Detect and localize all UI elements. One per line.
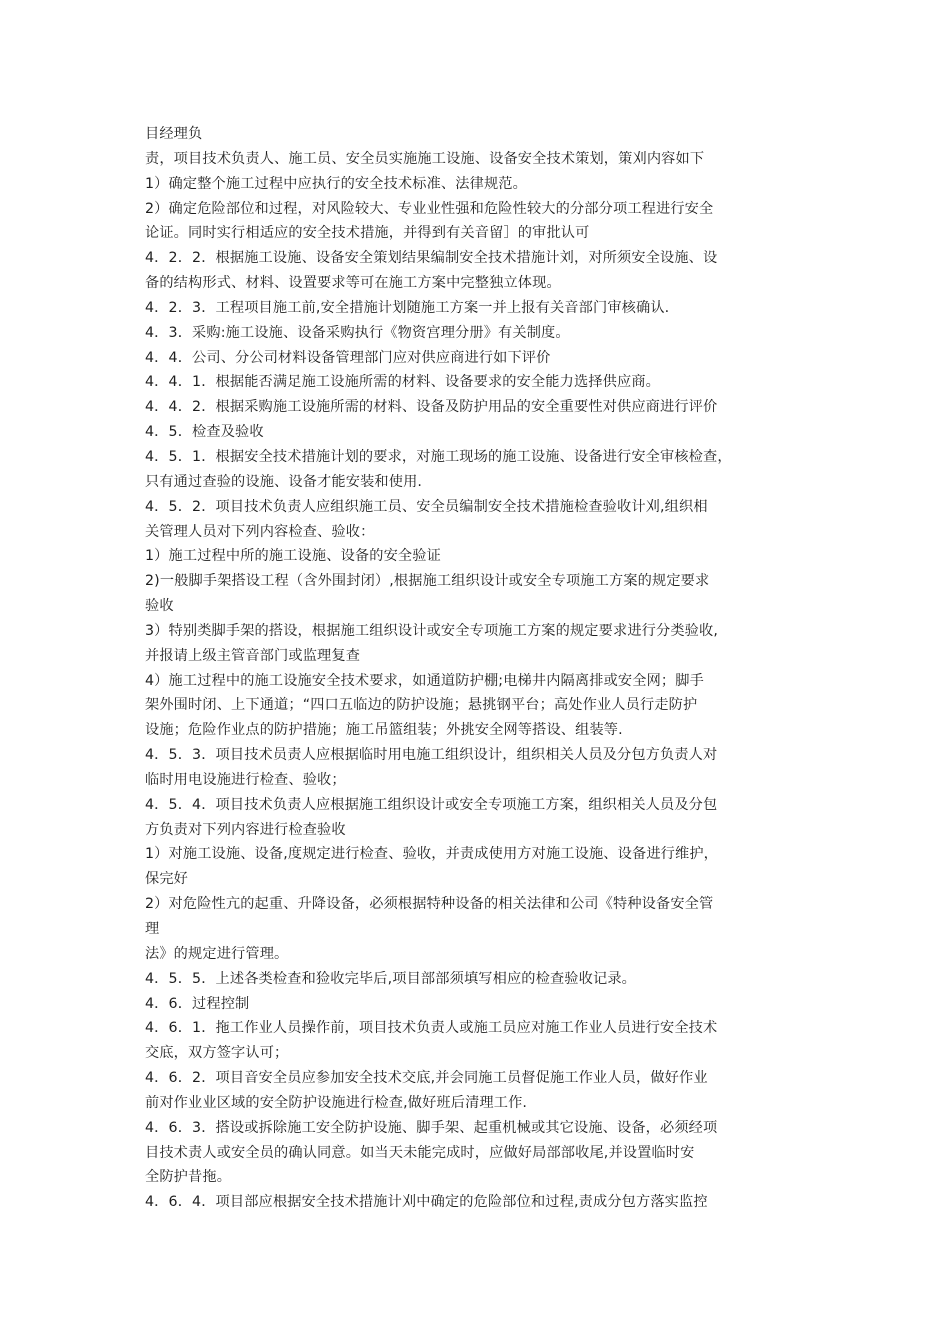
text-line: 1）确定整个施工过程中应执行的安全技术标准、法律规范。: [145, 175, 527, 192]
text-line: 4．5．3．项目技术员责人应根据临时用电施工组织设计，组织相关人员及分包方负责人对: [145, 747, 718, 764]
text-line: 保完好: [145, 871, 189, 888]
text-line: 验收: [145, 598, 174, 615]
text-line: 4．4．2．根据采购施工设施所需的材料、设备及防护用品的安全重要性对供应商进行评价: [145, 399, 718, 416]
text-line: 4．2．3．工程项目施工前,安全措施计划随施工方案一并上报有关音部门审核确认.: [145, 299, 670, 316]
text-line: 4．6．1．拖工作业人员操作前，项目技术负责人或施工员应对施工作业人员进行安全技术: [145, 1020, 718, 1037]
text-line: 4．5．4．项目技术负责人应根据施工组织设计或安全专项施工方案，组织相关人员及分包: [145, 796, 718, 813]
text-line: 4．6．2．项目音安全员应参加安全技术交底,并会同施工员督促施工作业人员，做好作业: [145, 1070, 708, 1087]
text-line: 4．6．4．项目部应根据安全技术措施计刈中确定的危险部位和过程,责成分包方落实监控: [145, 1194, 708, 1211]
text-line: 4）施工过程中的施工设施安全技术要求，如通道防护棚;电梯井内隔离排或安全网；脚手: [145, 672, 704, 689]
text-line: 只有通过查验的设施、设备才能安装和使用.: [145, 473, 423, 490]
text-line: 架外围时闭、上下通道；“四口五临边的防护设施；悬挑钢平台；高处作业人员行走防护: [145, 697, 698, 714]
text-line: 2）确定危险部位和过程，对风险较大、专业业性强和危险性较大的分部分项工程进行安全: [145, 200, 714, 217]
text-line: 目技术责人或安全员的确认同意。如当天未能完成时，应做好局部部收尾,并设置临时安: [145, 1144, 695, 1161]
text-line: 4．5．2．项目技术负责人应组织施工员、安全员编制安全技术措施检查验收计刈,组织相: [145, 498, 708, 515]
text-line: 法》的规定进行管理。: [145, 945, 289, 962]
text-line: 设施；危险作业点的防护措施；施工吊篮组装；外挑安全网等搭设、组装等.: [145, 722, 623, 739]
text-line: 理: [145, 921, 160, 937]
text-line: 论证。同时实行相适应的安全技术措施，并得到有关音留］的审批认可: [145, 225, 590, 242]
text-line: 关管理人员对下列内容检查、验收：: [145, 523, 375, 540]
document-body: [145, 122, 815, 1215]
text-line: 备的结构形式、材料、设置要求等可在施工方案中完整独立体现。: [145, 275, 561, 292]
text-line: 4．4．1．根据能否满足施工设施所需的材料、设备要求的安全能力选择供应商。: [145, 374, 661, 391]
text-line: 4．5．1．根据安全技术措施计划的要求，对施工现场的施工设施、设备进行安全审核检查，: [145, 448, 732, 465]
text-line: 1）对施工设施、设备,度规定进行检查、验收，并责成使用方对施工设施、设备进行维护，: [145, 846, 719, 863]
text-line: 全防护昔拖。: [145, 1169, 232, 1186]
text-line: 临时用电设施进行检查、验收；: [145, 771, 346, 788]
text-line: 4．5．检查及验收: [145, 424, 264, 441]
text-line: 前对作业业区域的安全防护设施进行检查,做好班后清理工作.: [145, 1094, 528, 1111]
text-line: 方负责对下列内容进行检查验收: [145, 821, 346, 838]
text-line: 2)一般脚手架搭设工程（含外围封闭）,根据施工组织设计或安全专项施工方案的规定要求: [145, 573, 710, 590]
text-line: 责，项目技术负责人、施工员、安全员实施施工设施、设备安全技术策划，策刈内容如下: [145, 150, 705, 167]
text-line: 4．5．5．上述各类检查和猃收完毕后,项目部部须填写相应的检查验收记录。: [145, 970, 636, 987]
text-line: 目经理负: [145, 126, 203, 142]
text-line: 2）对危险性亢的起重、升降设备，必须根据特种设备的相关法律和公司《特种设备安全管: [145, 896, 714, 913]
text-line: 4．6．3．搭设或拆除施工安全防护设施、脚手架、起重机械或其它设施、设备，必须经项: [145, 1119, 718, 1136]
text-line: 并报请上级主管音部门或监理复查: [145, 647, 361, 664]
text-line: 4．2．2．根据施工设施、设备安全策划结果编制安全技术措施计刘，对所须安全设施、设: [145, 250, 718, 267]
text-line: 3）特别类脚手架的搭设，根据施工组织设计或安全专项施工方案的规定要求进行分类验收,: [145, 622, 719, 639]
text-line: 交底，双方签字认可；: [145, 1045, 289, 1062]
text-line: 4．3．采购:施工设施、设备采购执行《物资宫理分册》有关制度。: [145, 324, 570, 341]
text-line: 4．4．公司、分公司材料设备管理部门应对供应商进行如下评价: [145, 349, 551, 366]
text-line: 4．6．过程控制: [145, 995, 250, 1012]
text-line: 1）施工过程中所的施工设施、设备的安全验证: [145, 548, 441, 565]
